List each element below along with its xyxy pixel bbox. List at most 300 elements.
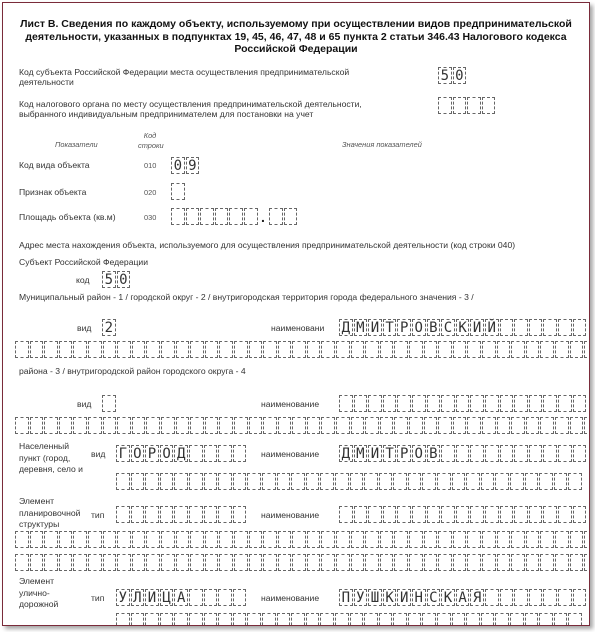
char-cell[interactable] (427, 506, 441, 523)
char-cell[interactable] (233, 613, 247, 626)
char-cell[interactable] (438, 97, 452, 114)
char-cell[interactable] (397, 506, 411, 523)
char-cell[interactable]: С (427, 589, 441, 606)
char-cell[interactable] (500, 395, 514, 412)
char-cell[interactable] (219, 417, 233, 434)
char-cell[interactable]: К (441, 589, 455, 606)
char-cell[interactable] (186, 208, 200, 225)
char-cell[interactable] (540, 417, 554, 434)
char-cell[interactable]: К (456, 319, 470, 336)
char-cell[interactable] (336, 417, 350, 434)
char-cell[interactable] (543, 589, 557, 606)
char-cell[interactable] (453, 417, 467, 434)
char-cell[interactable] (145, 506, 159, 523)
char-cell[interactable] (365, 531, 379, 548)
char-cell[interactable] (219, 341, 233, 358)
object-type-field[interactable] (171, 157, 200, 174)
char-cell[interactable] (380, 554, 394, 571)
char-cell[interactable] (441, 445, 455, 462)
char-cell[interactable] (15, 341, 29, 358)
char-cell[interactable] (409, 554, 423, 571)
char-cell[interactable] (262, 613, 276, 626)
char-cell[interactable] (291, 473, 305, 490)
char-cell[interactable] (263, 531, 277, 548)
char-cell[interactable] (117, 341, 131, 358)
char-cell[interactable] (269, 208, 283, 225)
char-cell[interactable] (394, 417, 408, 434)
char-cell[interactable] (146, 341, 160, 358)
char-cell[interactable] (529, 319, 543, 336)
settlement-name-field-2[interactable] (15, 417, 590, 434)
char-cell[interactable] (44, 341, 58, 358)
char-cell[interactable] (364, 473, 378, 490)
char-cell[interactable] (320, 613, 334, 626)
char-cell[interactable] (354, 506, 368, 523)
char-cell[interactable] (321, 417, 335, 434)
char-cell[interactable] (511, 341, 525, 358)
char-cell[interactable] (452, 473, 466, 490)
char-cell[interactable]: Д (339, 445, 353, 462)
char-cell[interactable] (422, 473, 436, 490)
municipal-type-field[interactable] (102, 319, 117, 336)
char-cell[interactable] (368, 395, 382, 412)
char-cell[interactable] (204, 613, 218, 626)
char-cell[interactable] (189, 445, 203, 462)
char-cell[interactable] (526, 341, 540, 358)
char-cell[interactable] (453, 554, 467, 571)
char-cell[interactable] (218, 445, 232, 462)
char-cell[interactable] (526, 417, 540, 434)
char-cell[interactable] (263, 341, 277, 358)
char-cell[interactable] (568, 473, 582, 490)
char-cell[interactable] (204, 473, 218, 490)
locality-name-field-2[interactable] (116, 473, 583, 490)
char-cell[interactable]: М (354, 319, 368, 336)
char-cell[interactable] (424, 341, 438, 358)
char-cell[interactable] (482, 531, 496, 548)
char-cell[interactable] (116, 473, 130, 490)
char-cell[interactable] (103, 554, 117, 571)
char-cell[interactable] (467, 341, 481, 358)
char-cell[interactable] (146, 417, 160, 434)
char-cell[interactable] (145, 613, 159, 626)
char-cell[interactable] (160, 473, 174, 490)
municipal-name-field-1[interactable] (339, 319, 587, 336)
char-cell[interactable] (485, 395, 499, 412)
char-cell[interactable] (174, 473, 188, 490)
char-cell[interactable] (200, 208, 214, 225)
char-cell[interactable]: И (470, 319, 484, 336)
char-cell[interactable] (351, 554, 365, 571)
char-cell[interactable] (292, 341, 306, 358)
char-cell[interactable]: Й (485, 319, 499, 336)
char-cell[interactable] (481, 613, 495, 626)
char-cell[interactable]: 5 (438, 67, 452, 84)
street-type-field[interactable] (116, 589, 247, 606)
char-cell[interactable] (189, 613, 203, 626)
char-cell[interactable] (482, 341, 496, 358)
settlement-type-field[interactable] (102, 395, 117, 412)
char-cell[interactable] (263, 417, 277, 434)
char-cell[interactable] (409, 531, 423, 548)
char-cell[interactable] (543, 395, 557, 412)
char-cell[interactable] (278, 531, 292, 548)
char-cell[interactable] (321, 554, 335, 571)
char-cell[interactable] (500, 589, 514, 606)
char-cell[interactable] (555, 417, 569, 434)
char-cell[interactable]: В (427, 319, 441, 336)
char-cell[interactable] (573, 445, 587, 462)
char-cell[interactable] (229, 208, 243, 225)
char-cell[interactable] (397, 395, 411, 412)
char-cell[interactable]: И (145, 589, 159, 606)
char-cell[interactable] (234, 417, 248, 434)
char-cell[interactable] (284, 208, 298, 225)
char-cell[interactable] (219, 554, 233, 571)
char-cell[interactable] (321, 341, 335, 358)
char-cell[interactable] (160, 613, 174, 626)
char-cell[interactable] (73, 417, 87, 434)
char-cell[interactable] (116, 506, 130, 523)
char-cell[interactable] (339, 395, 353, 412)
char-cell[interactable] (117, 417, 131, 434)
char-cell[interactable] (467, 531, 481, 548)
char-cell[interactable] (452, 613, 466, 626)
char-cell[interactable] (354, 395, 368, 412)
char-cell[interactable] (394, 341, 408, 358)
char-cell[interactable] (262, 473, 276, 490)
char-cell[interactable] (511, 531, 525, 548)
char-cell[interactable] (466, 473, 480, 490)
char-cell[interactable] (383, 506, 397, 523)
char-cell[interactable] (540, 531, 554, 548)
char-cell[interactable] (277, 473, 291, 490)
char-cell[interactable] (233, 506, 247, 523)
subject-code-field[interactable] (102, 271, 131, 288)
char-cell[interactable] (497, 554, 511, 571)
char-cell[interactable]: Д (174, 445, 188, 462)
char-cell[interactable] (555, 554, 569, 571)
char-cell[interactable] (247, 613, 261, 626)
char-cell[interactable] (307, 417, 321, 434)
char-cell[interactable] (568, 613, 582, 626)
char-cell[interactable] (497, 341, 511, 358)
region-code-field[interactable] (438, 67, 467, 84)
char-cell[interactable] (438, 341, 452, 358)
char-cell[interactable] (456, 506, 470, 523)
char-cell[interactable] (132, 554, 146, 571)
char-cell[interactable]: Г (116, 445, 130, 462)
char-cell[interactable] (437, 473, 451, 490)
char-cell[interactable] (44, 417, 58, 434)
char-cell[interactable] (339, 506, 353, 523)
char-cell[interactable] (500, 506, 514, 523)
char-cell[interactable] (219, 531, 233, 548)
char-cell[interactable] (500, 445, 514, 462)
char-cell[interactable] (351, 341, 365, 358)
char-cell[interactable] (514, 506, 528, 523)
char-cell[interactable] (482, 417, 496, 434)
char-cell[interactable] (351, 531, 365, 548)
char-cell[interactable] (350, 613, 364, 626)
char-cell[interactable] (584, 417, 590, 434)
char-cell[interactable] (218, 613, 232, 626)
char-cell[interactable] (15, 531, 29, 548)
char-cell[interactable] (176, 531, 190, 548)
char-cell[interactable] (467, 417, 481, 434)
char-cell[interactable]: Я (470, 589, 484, 606)
char-cell[interactable] (558, 589, 572, 606)
char-cell[interactable] (558, 395, 572, 412)
char-cell[interactable] (244, 208, 258, 225)
char-cell[interactable] (59, 341, 73, 358)
char-cell[interactable] (205, 341, 219, 358)
char-cell[interactable] (146, 531, 160, 548)
char-cell[interactable] (73, 554, 87, 571)
settlement-name-field-1[interactable] (339, 395, 587, 412)
char-cell[interactable] (584, 531, 590, 548)
char-cell[interactable] (350, 473, 364, 490)
char-cell[interactable] (500, 319, 514, 336)
char-cell[interactable] (481, 473, 495, 490)
char-cell[interactable] (145, 473, 159, 490)
char-cell[interactable] (116, 613, 130, 626)
char-cell[interactable] (132, 417, 146, 434)
char-cell[interactable] (291, 613, 305, 626)
object-area-decimal-field[interactable] (269, 208, 298, 225)
char-cell[interactable] (365, 341, 379, 358)
char-cell[interactable]: 9 (186, 157, 200, 174)
char-cell[interactable] (277, 613, 291, 626)
locality-name-field-1[interactable] (339, 445, 587, 462)
char-cell[interactable] (307, 554, 321, 571)
char-cell[interactable] (204, 589, 218, 606)
char-cell[interactable] (554, 613, 568, 626)
char-cell[interactable] (497, 531, 511, 548)
planning-name-field-1[interactable] (339, 506, 587, 523)
char-cell[interactable] (218, 473, 232, 490)
char-cell[interactable] (558, 506, 572, 523)
char-cell[interactable] (204, 506, 218, 523)
char-cell[interactable] (470, 506, 484, 523)
char-cell[interactable] (408, 473, 422, 490)
char-cell[interactable]: А (174, 589, 188, 606)
char-cell[interactable] (103, 417, 117, 434)
char-cell[interactable]: Р (397, 445, 411, 462)
char-cell[interactable] (44, 554, 58, 571)
char-cell[interactable] (249, 531, 263, 548)
char-cell[interactable] (102, 395, 116, 412)
char-cell[interactable] (205, 531, 219, 548)
char-cell[interactable]: У (116, 589, 130, 606)
char-cell[interactable] (529, 445, 543, 462)
char-cell[interactable] (234, 341, 248, 358)
planning-name-field-3[interactable] (15, 554, 590, 571)
char-cell[interactable] (263, 554, 277, 571)
char-cell[interactable] (88, 341, 102, 358)
char-cell[interactable]: У (354, 589, 368, 606)
char-cell[interactable] (514, 589, 528, 606)
char-cell[interactable] (495, 473, 509, 490)
char-cell[interactable] (365, 554, 379, 571)
char-cell[interactable]: О (160, 445, 174, 462)
char-cell[interactable] (292, 531, 306, 548)
char-cell[interactable] (171, 208, 185, 225)
char-cell[interactable] (412, 506, 426, 523)
char-cell[interactable] (573, 319, 587, 336)
char-cell[interactable]: О (412, 445, 426, 462)
char-cell[interactable] (30, 554, 44, 571)
char-cell[interactable] (470, 445, 484, 462)
char-cell[interactable] (117, 554, 131, 571)
char-cell[interactable] (453, 341, 467, 358)
char-cell[interactable]: И (397, 589, 411, 606)
char-cell[interactable]: Д (339, 319, 353, 336)
char-cell[interactable] (424, 417, 438, 434)
char-cell[interactable] (482, 554, 496, 571)
char-cell[interactable] (190, 341, 204, 358)
char-cell[interactable] (412, 395, 426, 412)
char-cell[interactable] (485, 589, 499, 606)
locality-type-field-1[interactable] (116, 445, 247, 462)
char-cell[interactable] (190, 417, 204, 434)
char-cell[interactable] (292, 554, 306, 571)
char-cell[interactable] (161, 531, 175, 548)
char-cell[interactable] (234, 531, 248, 548)
char-cell[interactable]: Т (383, 319, 397, 336)
char-cell[interactable] (233, 589, 247, 606)
object-area-field[interactable] (171, 208, 259, 225)
char-cell[interactable]: И (368, 319, 382, 336)
char-cell[interactable] (218, 506, 232, 523)
char-cell[interactable] (15, 417, 29, 434)
char-cell[interactable]: П (339, 589, 353, 606)
char-cell[interactable] (73, 531, 87, 548)
char-cell[interactable] (394, 554, 408, 571)
char-cell[interactable] (59, 417, 73, 434)
char-cell[interactable] (514, 319, 528, 336)
municipal-name-field-2[interactable] (15, 341, 590, 358)
char-cell[interactable] (278, 417, 292, 434)
char-cell[interactable] (30, 531, 44, 548)
char-cell[interactable] (427, 395, 441, 412)
char-cell[interactable] (573, 395, 587, 412)
char-cell[interactable] (335, 473, 349, 490)
char-cell[interactable] (511, 554, 525, 571)
char-cell[interactable]: О (412, 319, 426, 336)
char-cell[interactable] (88, 554, 102, 571)
char-cell[interactable] (539, 613, 553, 626)
char-cell[interactable] (351, 417, 365, 434)
char-cell[interactable] (131, 473, 145, 490)
char-cell[interactable]: И (368, 445, 382, 462)
char-cell[interactable] (438, 554, 452, 571)
char-cell[interactable] (249, 554, 263, 571)
char-cell[interactable] (160, 506, 174, 523)
char-cell[interactable] (467, 97, 481, 114)
char-cell[interactable]: 0 (117, 271, 131, 288)
char-cell[interactable] (176, 417, 190, 434)
char-cell[interactable] (174, 506, 188, 523)
char-cell[interactable] (30, 417, 44, 434)
char-cell[interactable] (59, 554, 73, 571)
char-cell[interactable]: Ш (368, 589, 382, 606)
char-cell[interactable] (234, 554, 248, 571)
char-cell[interactable] (189, 589, 203, 606)
char-cell[interactable] (132, 341, 146, 358)
char-cell[interactable] (573, 589, 587, 606)
char-cell[interactable] (336, 554, 350, 571)
char-cell[interactable] (529, 589, 543, 606)
char-cell[interactable] (161, 417, 175, 434)
char-cell[interactable] (44, 531, 58, 548)
char-cell[interactable] (103, 341, 117, 358)
char-cell[interactable] (117, 531, 131, 548)
char-cell[interactable] (205, 417, 219, 434)
char-cell[interactable] (555, 341, 569, 358)
char-cell[interactable]: 0 (171, 157, 185, 174)
char-cell[interactable] (570, 554, 584, 571)
char-cell[interactable]: 0 (453, 67, 467, 84)
char-cell[interactable] (306, 613, 320, 626)
char-cell[interactable] (364, 613, 378, 626)
char-cell[interactable] (336, 531, 350, 548)
char-cell[interactable] (88, 531, 102, 548)
char-cell[interactable] (131, 613, 145, 626)
char-cell[interactable]: К (383, 589, 397, 606)
char-cell[interactable]: Р (397, 319, 411, 336)
char-cell[interactable] (525, 613, 539, 626)
planning-type-field[interactable] (116, 506, 247, 523)
char-cell[interactable] (409, 417, 423, 434)
char-cell[interactable] (554, 473, 568, 490)
char-cell[interactable] (380, 417, 394, 434)
char-cell[interactable] (485, 506, 499, 523)
char-cell[interactable] (379, 473, 393, 490)
char-cell[interactable] (161, 341, 175, 358)
char-cell[interactable] (437, 613, 451, 626)
char-cell[interactable] (278, 554, 292, 571)
char-cell[interactable] (336, 341, 350, 358)
char-cell[interactable] (540, 554, 554, 571)
char-cell[interactable] (485, 445, 499, 462)
char-cell[interactable] (424, 554, 438, 571)
char-cell[interactable] (215, 208, 229, 225)
char-cell[interactable] (249, 417, 263, 434)
char-cell[interactable] (103, 531, 117, 548)
char-cell[interactable] (394, 531, 408, 548)
char-cell[interactable] (161, 554, 175, 571)
char-cell[interactable] (570, 531, 584, 548)
char-cell[interactable]: Н (412, 589, 426, 606)
char-cell[interactable] (218, 589, 232, 606)
char-cell[interactable] (176, 341, 190, 358)
char-cell[interactable] (555, 531, 569, 548)
char-cell[interactable]: А (456, 589, 470, 606)
char-cell[interactable] (573, 506, 587, 523)
char-cell[interactable] (30, 341, 44, 358)
char-cell[interactable] (131, 506, 145, 523)
char-cell[interactable] (365, 417, 379, 434)
char-cell[interactable] (15, 554, 29, 571)
char-cell[interactable] (441, 395, 455, 412)
char-cell[interactable] (335, 613, 349, 626)
char-cell[interactable] (438, 531, 452, 548)
char-cell[interactable] (456, 445, 470, 462)
char-cell[interactable] (540, 341, 554, 358)
char-cell[interactable] (204, 445, 218, 462)
char-cell[interactable] (514, 395, 528, 412)
